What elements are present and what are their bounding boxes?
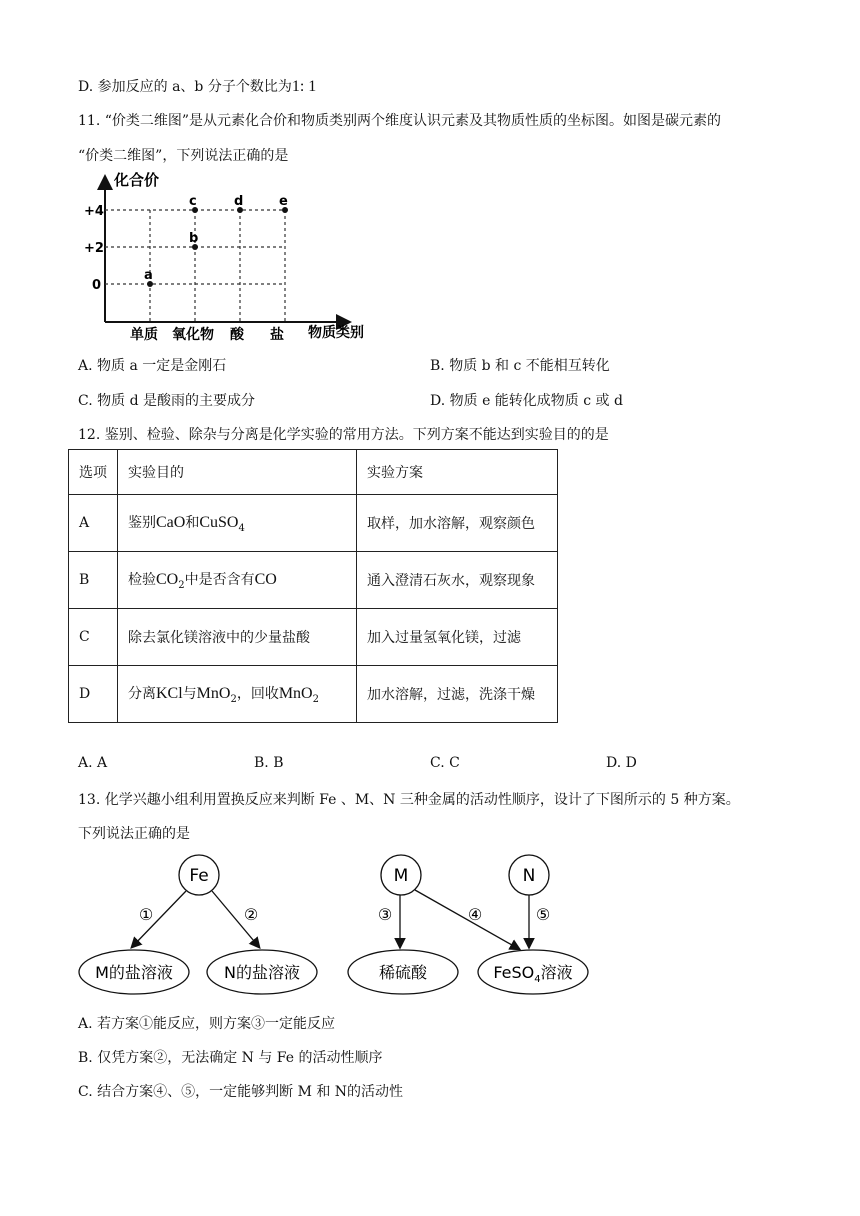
metal-reaction-diagram — [74, 848, 594, 1000]
q12-stem: 12. 鉴别、检验、除杂与分离是化学实验的常用方法。下列方案不能达到实验目的的是 — [78, 427, 609, 443]
q11-stem-line2: “价类二维图”，下列说法正确的是 — [78, 148, 289, 164]
table-row — [69, 609, 558, 666]
x-cat-acid: 酸 — [230, 327, 244, 343]
header-purpose: 实验目的 — [118, 450, 357, 495]
q11-option-c[interactable]: C. 物质 d 是酸雨的主要成分 — [78, 393, 255, 409]
table-row — [69, 495, 558, 552]
y-tick-0: 0 — [92, 278, 102, 293]
row-option: A — [69, 495, 118, 552]
q12-option-a[interactable]: A. A — [78, 755, 108, 771]
q13-stem-line1: 13. 化学兴趣小组利用置换反应来判断 Fe 、M、N 三种金属的活动性顺序，设计了下图所示的 5 种方案。 — [78, 792, 740, 808]
y-tick-plus2: +2 — [84, 241, 104, 256]
q11-option-a[interactable]: A. 物质 a 一定是金刚石 — [78, 358, 227, 374]
n-label: N — [522, 866, 536, 886]
q12-option-c[interactable]: C. C — [430, 755, 460, 771]
row-purpose: 检验$CO_2$中是否含有CO — [118, 552, 357, 609]
q12-option-d[interactable]: D. D — [606, 755, 637, 771]
point-label-b: b — [189, 231, 199, 246]
table-row — [69, 666, 558, 723]
chart-points — [144, 194, 288, 287]
q10-option-d — [78, 76, 316, 96]
x-axis-label: 物质类别 — [308, 325, 364, 341]
x-cat-oxide: 氧化物 — [172, 327, 214, 343]
row-option: D — [69, 666, 118, 723]
row-method: 加入过量氢氧化镁，过滤 — [357, 609, 558, 666]
q11-option-d[interactable]: D. 物质 e 能转化成物质 c 或 d — [430, 393, 623, 409]
label-1: ① — [138, 905, 154, 924]
m-salt-label: M的盐溶液 — [95, 963, 173, 982]
point-label-a: a — [144, 268, 153, 283]
x-cat-salt: 盐 — [270, 327, 284, 343]
point-label-e: e — [279, 194, 288, 209]
valence-class-chart — [80, 168, 390, 348]
q13-option-a[interactable]: A. 若方案①能反应，则方案③一定能反应 — [78, 1016, 336, 1032]
q11-option-b[interactable]: B. 物质 b 和 c 不能相互转化 — [430, 358, 610, 374]
row-option: B — [69, 552, 118, 609]
m-label: M — [393, 866, 409, 886]
row-method: 加水溶解，过滤，洗涤干燥 — [357, 666, 558, 723]
label-5: ⑤ — [535, 905, 551, 924]
fe-label: Fe — [189, 866, 209, 886]
q10-option-d-text: D. 参加反应的 a、b 分子个数比为 — [78, 79, 292, 95]
row-option: C — [69, 609, 118, 666]
q13-option-c[interactable]: C. 结合方案④、⑤，一定能够判断 M 和 N的活动性 — [78, 1084, 404, 1100]
header-method: 实验方案 — [357, 450, 558, 495]
label-4: ④ — [467, 905, 483, 924]
y-tick-plus4: +4 — [84, 204, 104, 219]
point-label-d: d — [234, 194, 244, 209]
y-axis-label: 化合价 — [114, 171, 160, 189]
feso4-label: FeSO$_4$溶液 — [493, 963, 573, 985]
grid — [105, 210, 285, 322]
acid-label: 稀硫酸 — [378, 963, 428, 982]
q13-stem-line2: 下列说法正确的是 — [78, 826, 190, 842]
row-method: 取样，加水溶解，观察颜色 — [357, 495, 558, 552]
experiment-table — [68, 449, 558, 723]
label-2: ② — [243, 905, 259, 924]
row-purpose: 鉴别CaO和CuSO$_4$ — [118, 495, 357, 552]
row-purpose: 除去氯化镁溶液中的少量盐酸 — [118, 609, 357, 666]
n-salt-label: N的盐溶液 — [224, 963, 300, 982]
table-header-row — [69, 450, 558, 495]
q11-stem-line1: 11. “价类二维图”是从元素化合价和物质类别两个维度认识元素及其物质性质的坐标图。如图是碳元素的 — [78, 113, 722, 129]
table-row — [69, 552, 558, 609]
row-method: 通入澄清石灰水，观察现象 — [357, 552, 558, 609]
label-3: ③ — [377, 905, 393, 924]
q12-option-b[interactable]: B. B — [254, 755, 284, 771]
q10-ratio: 1: 1 — [291, 78, 317, 95]
header-option: 选项 — [69, 450, 118, 495]
point-label-c: c — [189, 194, 197, 209]
x-cat-element: 单质 — [130, 327, 158, 343]
q13-option-b[interactable]: B. 仅凭方案②，无法确定 N 与 Fe 的活动性顺序 — [78, 1050, 383, 1066]
row-purpose: 分离KCl与MnO$_2$，回收MnO$_2$ — [118, 666, 357, 723]
